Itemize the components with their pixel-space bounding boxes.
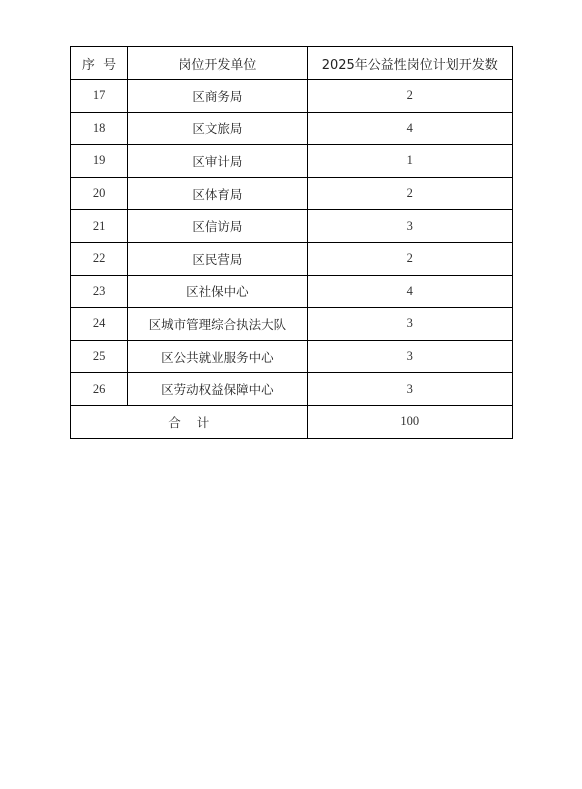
table-row (71, 340, 513, 373)
row-unit-name: 区文旅局 (128, 112, 307, 145)
row-planned-count: 1 (307, 145, 512, 178)
table-row (71, 80, 513, 113)
table-body (71, 80, 513, 406)
row-unit-name: 区民营局 (128, 242, 307, 275)
row-planned-count: 2 (307, 177, 512, 210)
table-row (71, 112, 513, 145)
row-planned-count: 4 (307, 275, 512, 308)
row-planned-count: 3 (307, 210, 512, 243)
total-count: 100 (307, 405, 512, 438)
row-unit-name: 区城市管理综合执法大队 (128, 308, 307, 341)
row-planned-count: 3 (307, 340, 512, 373)
row-serial-number: 21 (71, 210, 128, 243)
total-label: 合 计 (71, 405, 308, 438)
row-serial-number: 22 (71, 242, 128, 275)
plan-table (70, 46, 513, 439)
row-serial-number: 24 (71, 308, 128, 341)
row-serial-number: 26 (71, 373, 128, 406)
header-unit: 岗位开发单位 (128, 47, 307, 80)
row-planned-count: 4 (307, 112, 512, 145)
row-unit-name: 区公共就业服务中心 (128, 340, 307, 373)
row-unit-name: 区社保中心 (128, 275, 307, 308)
row-planned-count: 3 (307, 373, 512, 406)
row-unit-name: 区劳动权益保障中心 (128, 373, 307, 406)
row-serial-number: 18 (71, 112, 128, 145)
header-planned-count: 2025年公益性岗位计划开发数 (307, 47, 512, 80)
row-unit-name: 区审计局 (128, 145, 307, 178)
row-planned-count: 2 (307, 242, 512, 275)
table-row (71, 145, 513, 178)
row-unit-name: 区信访局 (128, 210, 307, 243)
total-row (71, 405, 513, 438)
table-row (71, 308, 513, 341)
header-serial-number: 序 号 (71, 47, 128, 80)
table-row (71, 177, 513, 210)
row-serial-number: 23 (71, 275, 128, 308)
table-row (71, 210, 513, 243)
table-row (71, 373, 513, 406)
row-serial-number: 17 (71, 80, 128, 113)
table-header-row (71, 47, 513, 80)
table-row (71, 242, 513, 275)
row-serial-number: 19 (71, 145, 128, 178)
row-unit-name: 区商务局 (128, 80, 307, 113)
table-row (71, 275, 513, 308)
row-planned-count: 2 (307, 80, 512, 113)
row-unit-name: 区体育局 (128, 177, 307, 210)
row-serial-number: 20 (71, 177, 128, 210)
row-serial-number: 25 (71, 340, 128, 373)
row-planned-count: 3 (307, 308, 512, 341)
